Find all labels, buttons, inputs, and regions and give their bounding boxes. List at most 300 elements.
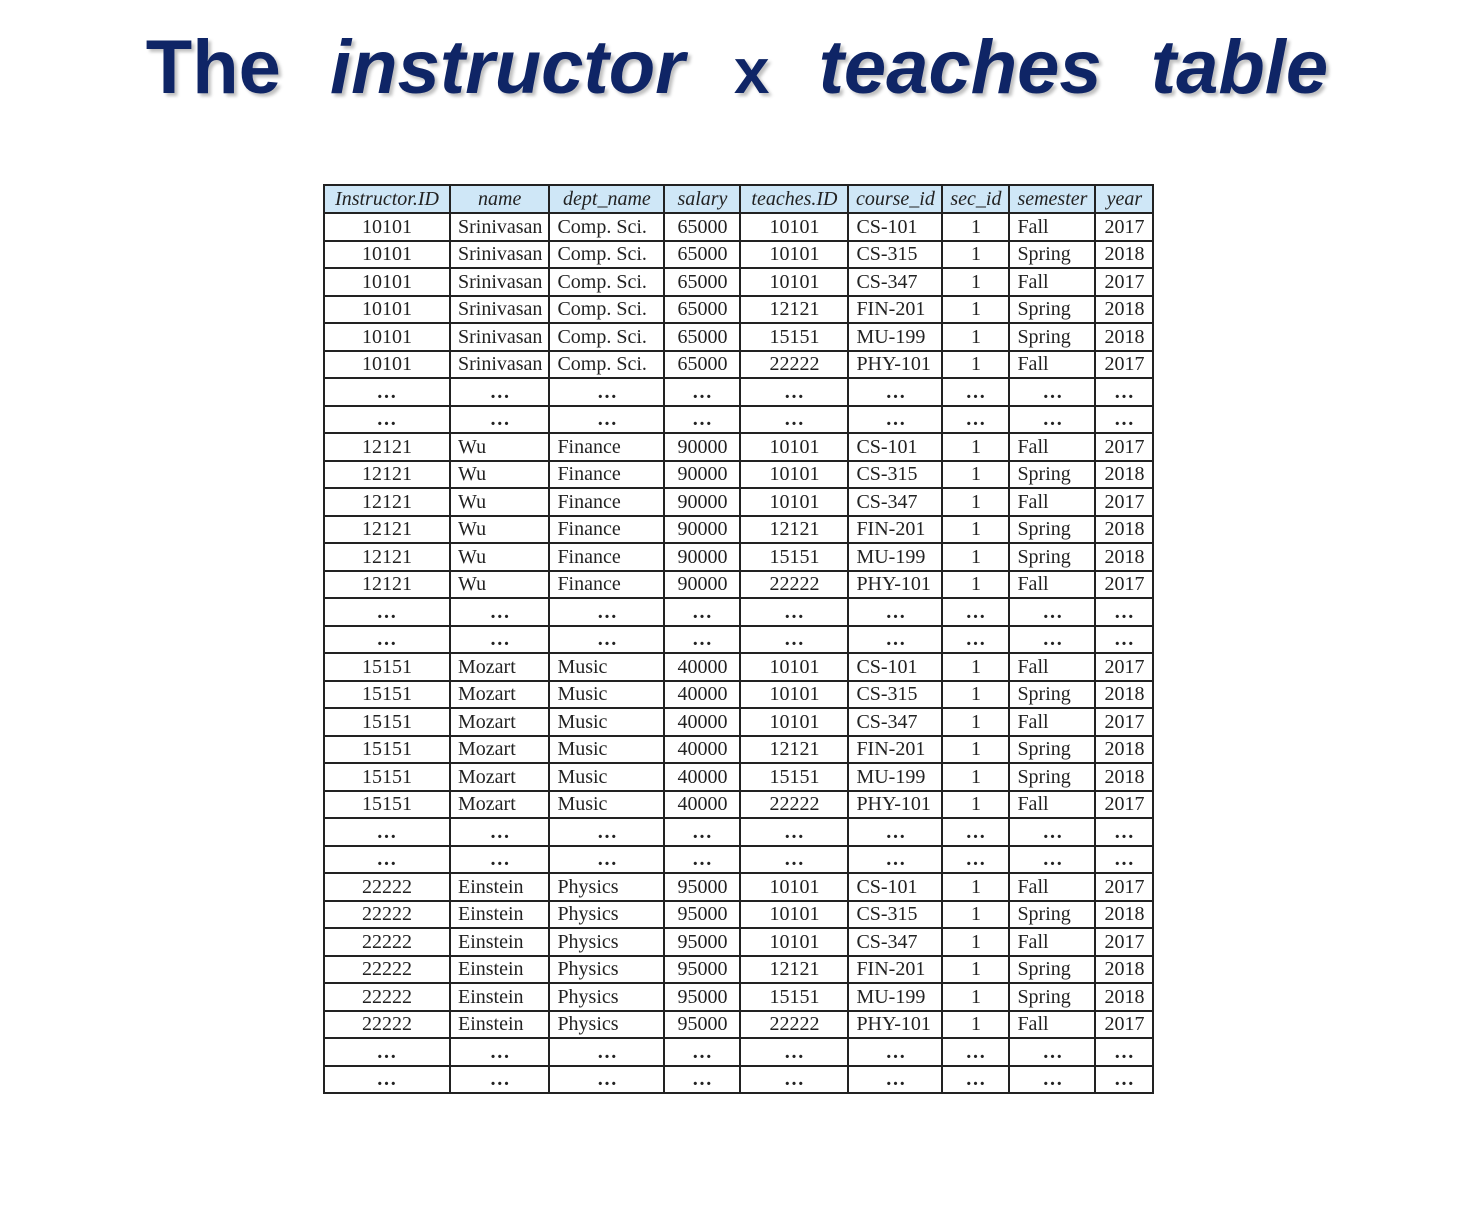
column-header-salary: salary [664, 185, 740, 213]
cell-dept-name: Music [549, 736, 664, 764]
table-row [324, 818, 1153, 846]
cell-instructor-id: … [324, 818, 450, 846]
cell-year: 2017 [1095, 873, 1153, 901]
cell-teaches-id: … [740, 846, 848, 874]
cell-year: 2018 [1095, 736, 1153, 764]
cell-course-id: MU-199 [848, 983, 942, 1011]
cell-salary: 65000 [664, 213, 740, 241]
cell-course-id: PHY-101 [848, 351, 942, 379]
cell-year: 2018 [1095, 296, 1153, 324]
cell-name: … [450, 1038, 549, 1066]
cell-dept-name: Music [549, 653, 664, 681]
cell-teaches-id: 15151 [740, 323, 848, 351]
cell-year: 2017 [1095, 351, 1153, 379]
table-row [324, 956, 1153, 984]
cell-name: Mozart [450, 763, 549, 791]
table-row [324, 296, 1153, 324]
cell-teaches-id: 10101 [740, 901, 848, 929]
cell-dept-name: Comp. Sci. [549, 268, 664, 296]
cell-salary: 40000 [664, 708, 740, 736]
cell-sec-id: 1 [942, 351, 1009, 379]
table-row [324, 543, 1153, 571]
cell-name: Einstein [450, 873, 549, 901]
cell-course-id: … [848, 626, 942, 654]
cell-instructor-id: 22222 [324, 873, 450, 901]
cell-dept-name: … [549, 626, 664, 654]
cell-name: … [450, 1066, 549, 1094]
cell-semester: Spring [1009, 516, 1095, 544]
title-word-instructor: instructor [330, 25, 685, 110]
column-header-teaches-id: teaches.ID [740, 185, 848, 213]
cell-course-id: FIN-201 [848, 516, 942, 544]
cell-salary: … [664, 1066, 740, 1094]
cell-salary: 95000 [664, 901, 740, 929]
cell-semester: … [1009, 378, 1095, 406]
cell-instructor-id: 10101 [324, 268, 450, 296]
cell-dept-name: … [549, 1038, 664, 1066]
table-body [324, 213, 1153, 1093]
cell-instructor-id: 12121 [324, 461, 450, 489]
cell-semester: Fall [1009, 653, 1095, 681]
cell-year: … [1095, 1066, 1153, 1094]
cell-dept-name: … [549, 818, 664, 846]
cell-course-id: CS-347 [848, 268, 942, 296]
cell-course-id: … [848, 1066, 942, 1094]
cell-teaches-id: 12121 [740, 516, 848, 544]
cell-year: 2017 [1095, 488, 1153, 516]
cell-sec-id: 1 [942, 323, 1009, 351]
cell-instructor-id: 15151 [324, 763, 450, 791]
cell-instructor-id: 22222 [324, 956, 450, 984]
table-row [324, 928, 1153, 956]
cell-sec-id: 1 [942, 956, 1009, 984]
cell-course-id: PHY-101 [848, 1011, 942, 1039]
cell-semester: Spring [1009, 543, 1095, 571]
title-word-x: x [733, 35, 770, 107]
cell-dept-name: Music [549, 708, 664, 736]
cell-teaches-id: 22222 [740, 1011, 848, 1039]
cell-year: 2018 [1095, 983, 1153, 1011]
table-row [324, 983, 1153, 1011]
cell-teaches-id: 10101 [740, 653, 848, 681]
table-row [324, 763, 1153, 791]
cell-semester: … [1009, 818, 1095, 846]
cell-teaches-id: … [740, 626, 848, 654]
table-row [324, 681, 1153, 709]
cell-dept-name: Physics [549, 873, 664, 901]
cell-instructor-id: … [324, 406, 450, 434]
cell-sec-id: … [942, 846, 1009, 874]
cell-instructor-id: 10101 [324, 213, 450, 241]
cell-salary: 90000 [664, 461, 740, 489]
cell-semester: … [1009, 1038, 1095, 1066]
cell-dept-name: Finance [549, 516, 664, 544]
cell-teaches-id: 10101 [740, 681, 848, 709]
cell-sec-id: 1 [942, 516, 1009, 544]
cell-salary: 95000 [664, 873, 740, 901]
cell-name: … [450, 598, 549, 626]
cell-instructor-id: 10101 [324, 323, 450, 351]
cell-course-id: CS-315 [848, 901, 942, 929]
table-row [324, 736, 1153, 764]
cell-teaches-id: … [740, 406, 848, 434]
cell-dept-name: Physics [549, 901, 664, 929]
cell-semester: … [1009, 406, 1095, 434]
cell-salary: 95000 [664, 983, 740, 1011]
cell-dept-name: Comp. Sci. [549, 241, 664, 269]
column-header-semester: semester [1009, 185, 1095, 213]
title-word-the: The [145, 25, 281, 110]
cell-teaches-id: … [740, 1066, 848, 1094]
table-row [324, 626, 1153, 654]
cell-name: … [450, 846, 549, 874]
cell-dept-name: Comp. Sci. [549, 323, 664, 351]
cell-instructor-id: 15151 [324, 681, 450, 709]
cell-salary: 90000 [664, 433, 740, 461]
cell-dept-name: Physics [549, 956, 664, 984]
cell-semester: … [1009, 626, 1095, 654]
table-row [324, 516, 1153, 544]
cell-salary: … [664, 406, 740, 434]
cell-year: 2018 [1095, 323, 1153, 351]
cell-teaches-id: … [740, 818, 848, 846]
cell-semester: Spring [1009, 901, 1095, 929]
cell-course-id: FIN-201 [848, 296, 942, 324]
cell-dept-name: … [549, 406, 664, 434]
cell-salary: 65000 [664, 351, 740, 379]
cell-name: Mozart [450, 791, 549, 819]
table-row [324, 461, 1153, 489]
cell-course-id: CS-101 [848, 213, 942, 241]
cell-sec-id: 1 [942, 433, 1009, 461]
cell-teaches-id: 12121 [740, 296, 848, 324]
cell-sec-id: 1 [942, 736, 1009, 764]
cell-sec-id: 1 [942, 708, 1009, 736]
cell-salary: 95000 [664, 928, 740, 956]
cell-instructor-id: 22222 [324, 1011, 450, 1039]
cell-teaches-id: 10101 [740, 708, 848, 736]
cell-salary: … [664, 1038, 740, 1066]
cell-semester: Spring [1009, 681, 1095, 709]
cell-name: Wu [450, 488, 549, 516]
title-word-teaches: teaches [818, 25, 1102, 110]
cell-dept-name: Finance [549, 543, 664, 571]
cell-course-id: FIN-201 [848, 736, 942, 764]
cell-course-id: … [848, 378, 942, 406]
cell-instructor-id: 12121 [324, 433, 450, 461]
cell-year: 2018 [1095, 461, 1153, 489]
cell-name: … [450, 626, 549, 654]
cell-dept-name: Finance [549, 488, 664, 516]
cell-salary: 65000 [664, 296, 740, 324]
table-row [324, 846, 1153, 874]
table-row [324, 653, 1153, 681]
table-row [324, 1011, 1153, 1039]
cell-sec-id: 1 [942, 791, 1009, 819]
cell-year: … [1095, 378, 1153, 406]
cell-semester: Fall [1009, 873, 1095, 901]
column-header-dept-name: dept_name [549, 185, 664, 213]
cell-year: 2017 [1095, 928, 1153, 956]
cell-instructor-id: 12121 [324, 543, 450, 571]
cell-sec-id: 1 [942, 268, 1009, 296]
cell-dept-name: Physics [549, 1011, 664, 1039]
table-row [324, 901, 1153, 929]
cell-dept-name: Finance [549, 571, 664, 599]
cell-name: Einstein [450, 1011, 549, 1039]
cell-sec-id: 1 [942, 488, 1009, 516]
cell-salary: 95000 [664, 1011, 740, 1039]
cell-salary: 40000 [664, 791, 740, 819]
cell-instructor-id: 22222 [324, 901, 450, 929]
cell-semester: Fall [1009, 213, 1095, 241]
cell-salary: 40000 [664, 736, 740, 764]
cell-teaches-id: 10101 [740, 488, 848, 516]
cell-name: … [450, 818, 549, 846]
cell-semester: … [1009, 1066, 1095, 1094]
cell-semester: Fall [1009, 268, 1095, 296]
cell-sec-id: 1 [942, 681, 1009, 709]
cell-semester: Fall [1009, 708, 1095, 736]
cell-name: Srinivasan [450, 351, 549, 379]
cell-name: … [450, 406, 549, 434]
cell-year: … [1095, 626, 1153, 654]
table-row [324, 378, 1153, 406]
cell-name: Mozart [450, 653, 549, 681]
cell-teaches-id: 10101 [740, 873, 848, 901]
cell-sec-id: … [942, 378, 1009, 406]
cell-course-id: PHY-101 [848, 791, 942, 819]
cell-year: … [1095, 598, 1153, 626]
cell-sec-id: 1 [942, 543, 1009, 571]
cell-teaches-id: 12121 [740, 956, 848, 984]
column-header-name: name [450, 185, 549, 213]
cell-salary: 90000 [664, 543, 740, 571]
cell-sec-id: … [942, 1066, 1009, 1094]
cell-sec-id: 1 [942, 653, 1009, 681]
cell-sec-id: … [942, 598, 1009, 626]
cell-salary: 65000 [664, 241, 740, 269]
cell-course-id: … [848, 1038, 942, 1066]
cell-semester: Spring [1009, 983, 1095, 1011]
cell-dept-name: Finance [549, 433, 664, 461]
cell-year: 2018 [1095, 956, 1153, 984]
cell-teaches-id: 15151 [740, 543, 848, 571]
cell-teaches-id: 22222 [740, 351, 848, 379]
cell-year: 2018 [1095, 681, 1153, 709]
table-row [324, 213, 1153, 241]
cell-semester: Spring [1009, 323, 1095, 351]
cell-teaches-id: … [740, 598, 848, 626]
table-row [324, 488, 1153, 516]
cell-dept-name: Physics [549, 928, 664, 956]
column-header-course-id: course_id [848, 185, 942, 213]
cell-teaches-id: 10101 [740, 213, 848, 241]
cell-sec-id: 1 [942, 873, 1009, 901]
cell-course-id: CS-101 [848, 433, 942, 461]
cell-salary: 90000 [664, 571, 740, 599]
cell-year: 2018 [1095, 241, 1153, 269]
cell-year: … [1095, 818, 1153, 846]
cell-teaches-id: 10101 [740, 461, 848, 489]
cell-course-id: FIN-201 [848, 956, 942, 984]
cell-teaches-id: 10101 [740, 268, 848, 296]
cell-name: Mozart [450, 681, 549, 709]
cell-name: Einstein [450, 983, 549, 1011]
table-row [324, 1066, 1153, 1094]
cell-course-id: MU-199 [848, 323, 942, 351]
cell-name: Einstein [450, 956, 549, 984]
cell-sec-id: … [942, 626, 1009, 654]
cell-semester: … [1009, 846, 1095, 874]
cell-semester: Fall [1009, 433, 1095, 461]
cell-year: … [1095, 406, 1153, 434]
cell-course-id: … [848, 818, 942, 846]
cell-dept-name: … [549, 1066, 664, 1094]
table-header-row [324, 185, 1153, 213]
cell-teaches-id: 10101 [740, 928, 848, 956]
cell-dept-name: … [549, 846, 664, 874]
cell-semester: Fall [1009, 928, 1095, 956]
cell-name: Wu [450, 543, 549, 571]
cell-teaches-id: 15151 [740, 983, 848, 1011]
table-row [324, 241, 1153, 269]
cell-instructor-id: 10101 [324, 351, 450, 379]
cell-instructor-id: 12121 [324, 488, 450, 516]
cell-year: 2017 [1095, 653, 1153, 681]
cell-salary: … [664, 598, 740, 626]
cell-name: Srinivasan [450, 323, 549, 351]
cell-dept-name: Music [549, 791, 664, 819]
cell-course-id: CS-101 [848, 873, 942, 901]
cell-year: 2017 [1095, 708, 1153, 736]
cell-course-id: CS-315 [848, 681, 942, 709]
cell-instructor-id: … [324, 846, 450, 874]
cell-salary: 40000 [664, 763, 740, 791]
cell-instructor-id: 15151 [324, 791, 450, 819]
cell-instructor-id: 12121 [324, 516, 450, 544]
table-row [324, 873, 1153, 901]
cell-year: … [1095, 846, 1153, 874]
cell-course-id: MU-199 [848, 543, 942, 571]
cell-dept-name: … [549, 378, 664, 406]
cell-salary: … [664, 626, 740, 654]
table-row [324, 598, 1153, 626]
cell-instructor-id: 15151 [324, 653, 450, 681]
cell-course-id: … [848, 598, 942, 626]
cell-teaches-id: 15151 [740, 763, 848, 791]
cell-semester: Spring [1009, 296, 1095, 324]
column-header-year: year [1095, 185, 1153, 213]
cell-year: 2018 [1095, 763, 1153, 791]
cell-course-id: … [848, 846, 942, 874]
cell-semester: … [1009, 598, 1095, 626]
cell-sec-id: 1 [942, 1011, 1009, 1039]
cell-year: … [1095, 1038, 1153, 1066]
cell-salary: … [664, 378, 740, 406]
cell-dept-name: Comp. Sci. [549, 351, 664, 379]
cell-course-id: CS-101 [848, 653, 942, 681]
cell-name: Srinivasan [450, 213, 549, 241]
table-row [324, 1038, 1153, 1066]
cell-semester: Spring [1009, 956, 1095, 984]
cell-salary: 90000 [664, 488, 740, 516]
cell-name: Srinivasan [450, 241, 549, 269]
cell-semester: Fall [1009, 1011, 1095, 1039]
cell-sec-id: 1 [942, 461, 1009, 489]
cell-sec-id: 1 [942, 901, 1009, 929]
cell-instructor-id: … [324, 1066, 450, 1094]
column-header-sec-id: sec_id [942, 185, 1009, 213]
cell-course-id: MU-199 [848, 763, 942, 791]
cell-name: … [450, 378, 549, 406]
cell-semester: Fall [1009, 791, 1095, 819]
cell-year: 2017 [1095, 791, 1153, 819]
cell-dept-name: Music [549, 681, 664, 709]
cell-dept-name: Finance [549, 461, 664, 489]
cell-teaches-id: 22222 [740, 571, 848, 599]
cell-sec-id: … [942, 406, 1009, 434]
cell-semester: Spring [1009, 461, 1095, 489]
cell-salary: 65000 [664, 268, 740, 296]
cell-instructor-id: 22222 [324, 983, 450, 1011]
title-word-table: table [1150, 25, 1329, 110]
cell-name: Wu [450, 571, 549, 599]
cell-sec-id: 1 [942, 928, 1009, 956]
cell-teaches-id: … [740, 1038, 848, 1066]
table-row [324, 268, 1153, 296]
cell-teaches-id: 10101 [740, 433, 848, 461]
cell-dept-name: Comp. Sci. [549, 213, 664, 241]
cell-salary: 65000 [664, 323, 740, 351]
cell-semester: Fall [1009, 351, 1095, 379]
cell-instructor-id: … [324, 626, 450, 654]
cell-name: Einstein [450, 928, 549, 956]
cell-course-id: CS-347 [848, 708, 942, 736]
cell-course-id: CS-315 [848, 461, 942, 489]
cell-year: 2018 [1095, 543, 1153, 571]
cell-sec-id: 1 [942, 241, 1009, 269]
cell-course-id: CS-347 [848, 928, 942, 956]
cell-salary: 90000 [664, 516, 740, 544]
cell-teaches-id: 12121 [740, 736, 848, 764]
cell-name: Srinivasan [450, 268, 549, 296]
cell-sec-id: … [942, 818, 1009, 846]
instructor-teaches-table [323, 184, 1154, 1094]
cell-dept-name: Comp. Sci. [549, 296, 664, 324]
table-row [324, 406, 1153, 434]
cell-salary: … [664, 846, 740, 874]
cell-instructor-id: 12121 [324, 571, 450, 599]
cell-instructor-id: … [324, 378, 450, 406]
cell-salary: 40000 [664, 653, 740, 681]
cell-instructor-id: 15151 [324, 736, 450, 764]
column-header-instructor-id: Instructor.ID [324, 185, 450, 213]
cell-name: Wu [450, 461, 549, 489]
table-row [324, 708, 1153, 736]
cell-sec-id: 1 [942, 296, 1009, 324]
cell-sec-id: 1 [942, 763, 1009, 791]
cell-sec-id: 1 [942, 983, 1009, 1011]
cell-salary: … [664, 818, 740, 846]
cell-instructor-id: … [324, 1038, 450, 1066]
cell-year: 2017 [1095, 213, 1153, 241]
cell-teaches-id: 22222 [740, 791, 848, 819]
cell-dept-name: … [549, 598, 664, 626]
cell-year: 2017 [1095, 433, 1153, 461]
cell-year: 2017 [1095, 571, 1153, 599]
cell-semester: Fall [1009, 488, 1095, 516]
